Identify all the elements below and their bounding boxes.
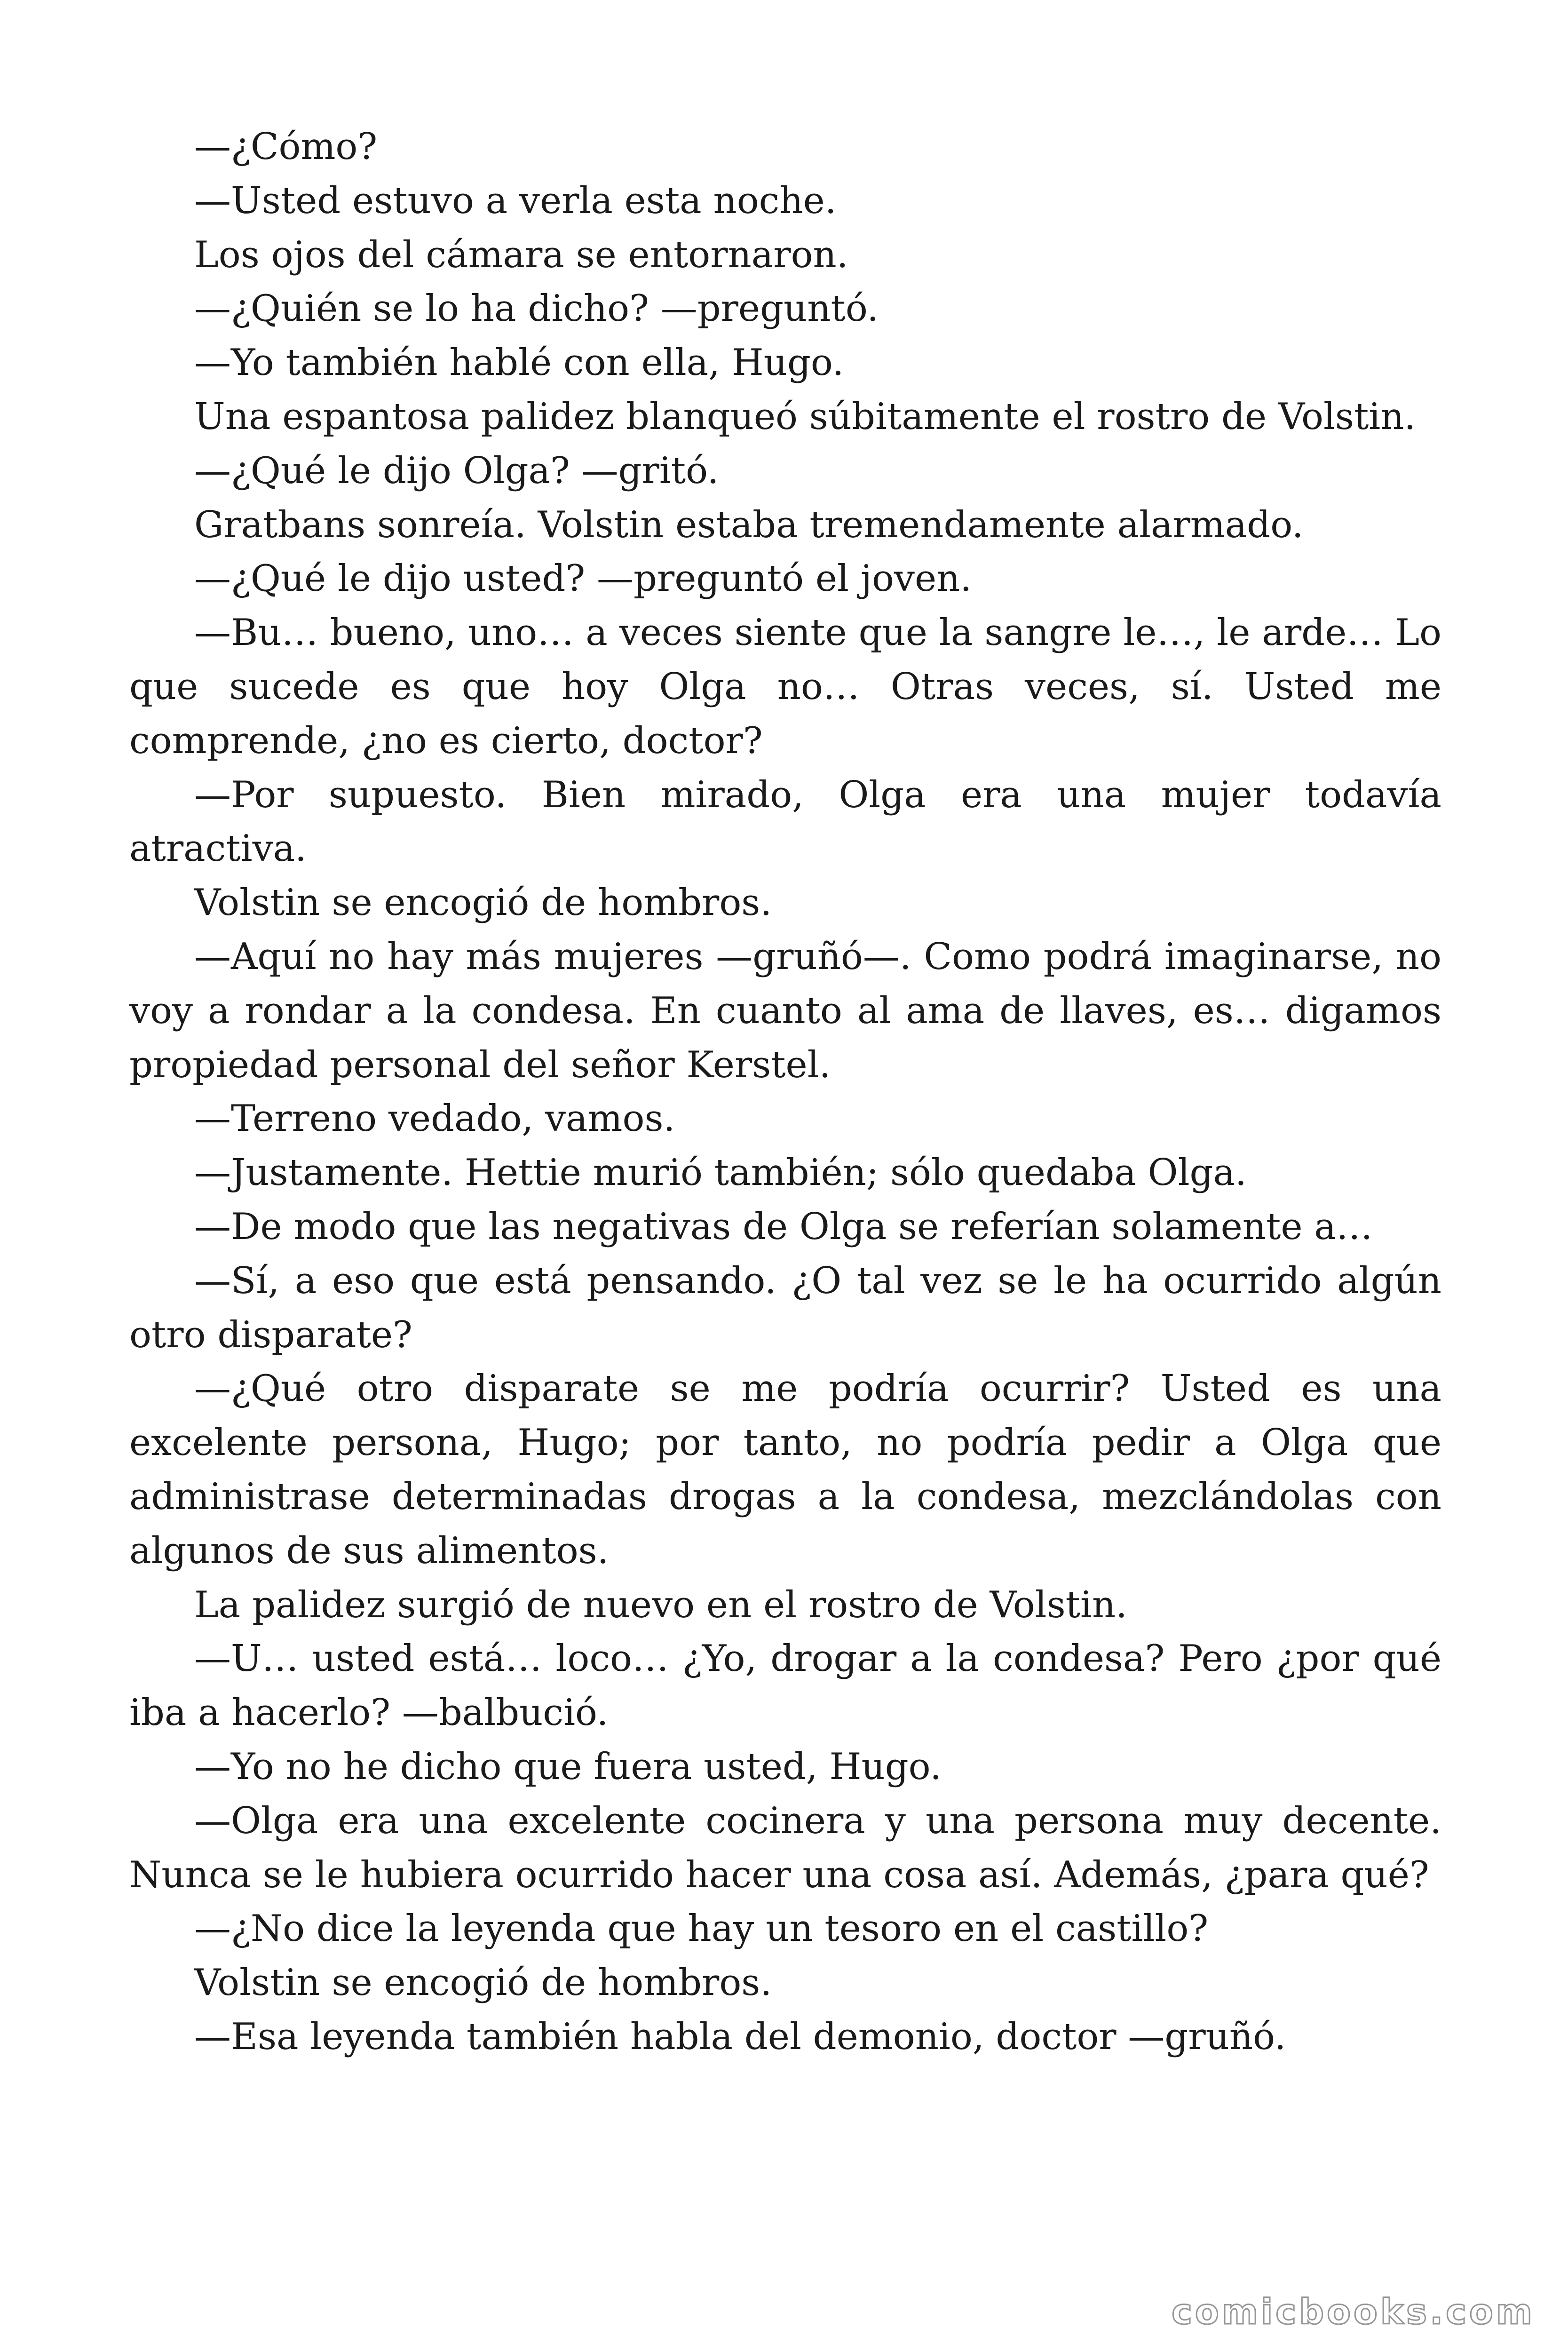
paragraph: Los ojos del cámara se entornaron. [194,233,848,276]
paragraph: —Usted estuvo a verla esta noche. [194,179,837,222]
paragraph: —De modo que las negativas de Olga se referían solamente a… [194,1205,1373,1248]
paragraph: —Bu… bueno, uno… a veces siente que la sangre le…, le arde… Lo que sucede es que hoy Olga no… Otras veces, sí. Usted me comprende, ¿no es cierto, doctor? [129,612,1441,762]
paragraph: Gratbans sonreía. Volstin estaba tremendamente alarmado. [194,503,1304,546]
paragraph: —Yo también hablé con ella, Hugo. [194,342,844,384]
paragraph: —Justamente. Hettie murió también; sólo quedaba Olga. [194,1152,1247,1194]
paragraph: —¿Qué le dijo usted? —preguntó el joven. [194,557,972,600]
paragraph: —Olga era una excelente cocinera y una persona muy decente. Nunca se le hubiera ocurrido hacer una cosa así. Además, ¿para qué? [129,1799,1441,1896]
paragraph: —¿Quién se lo ha dicho? —preguntó. [194,287,879,330]
watermark: comicbooks.com [1172,2292,1535,2332]
paragraph: Volstin se encogió de hombros. [194,882,772,924]
paragraph: —Yo no he dicho que fuera usted, Hugo. [194,1745,942,1788]
paragraph: —¿No dice la leyenda que hay un tesoro en el castillo? [194,1907,1209,1950]
paragraph: —Aquí no hay más mujeres —gruñó—. Como podrá imaginarse, no voy a rondar a la condesa. En cuanto al ama de llaves, es… digamos propiedad personal del señor Kerstel. [129,935,1441,1086]
paragraph: Una espantosa palidez blanqueó súbitamente el rostro de Volstin. [194,395,1416,438]
paragraph: —¿Qué le dijo Olga? —gritó. [194,449,719,492]
paragraph: —Esa leyenda también habla del demonio, doctor —gruñó. [194,2015,1286,2058]
paragraph: —¿Cómo? [194,126,378,168]
paragraph: —Por supuesto. Bien mirado, Olga era una mujer todavía atractiva. [129,773,1441,870]
paragraph: —¿Qué otro disparate se me podría ocurrir? Usted es una excelente persona, Hugo; por tanto, no podría pedir a Olga que administrase determinadas drogas a la condesa, mezclándolas con algunos de sus alimentos. [129,1367,1441,1572]
page-body-text [129,120,1441,2064]
paragraph: Volstin se encogió de hombros. [194,1962,772,2004]
paragraph: —Terreno vedado, vamos. [194,1097,675,1140]
paragraph: —U… usted está… loco… ¿Yo, drogar a la condesa? Pero ¿por qué iba a hacerlo? —balbució. [129,1637,1441,1734]
paragraph: —Sí, a eso que está pensando. ¿O tal vez se le ha ocurrido algún otro disparate? [129,1259,1441,1356]
paragraph: La palidez surgió de nuevo en el rostro de Volstin. [194,1583,1127,1626]
